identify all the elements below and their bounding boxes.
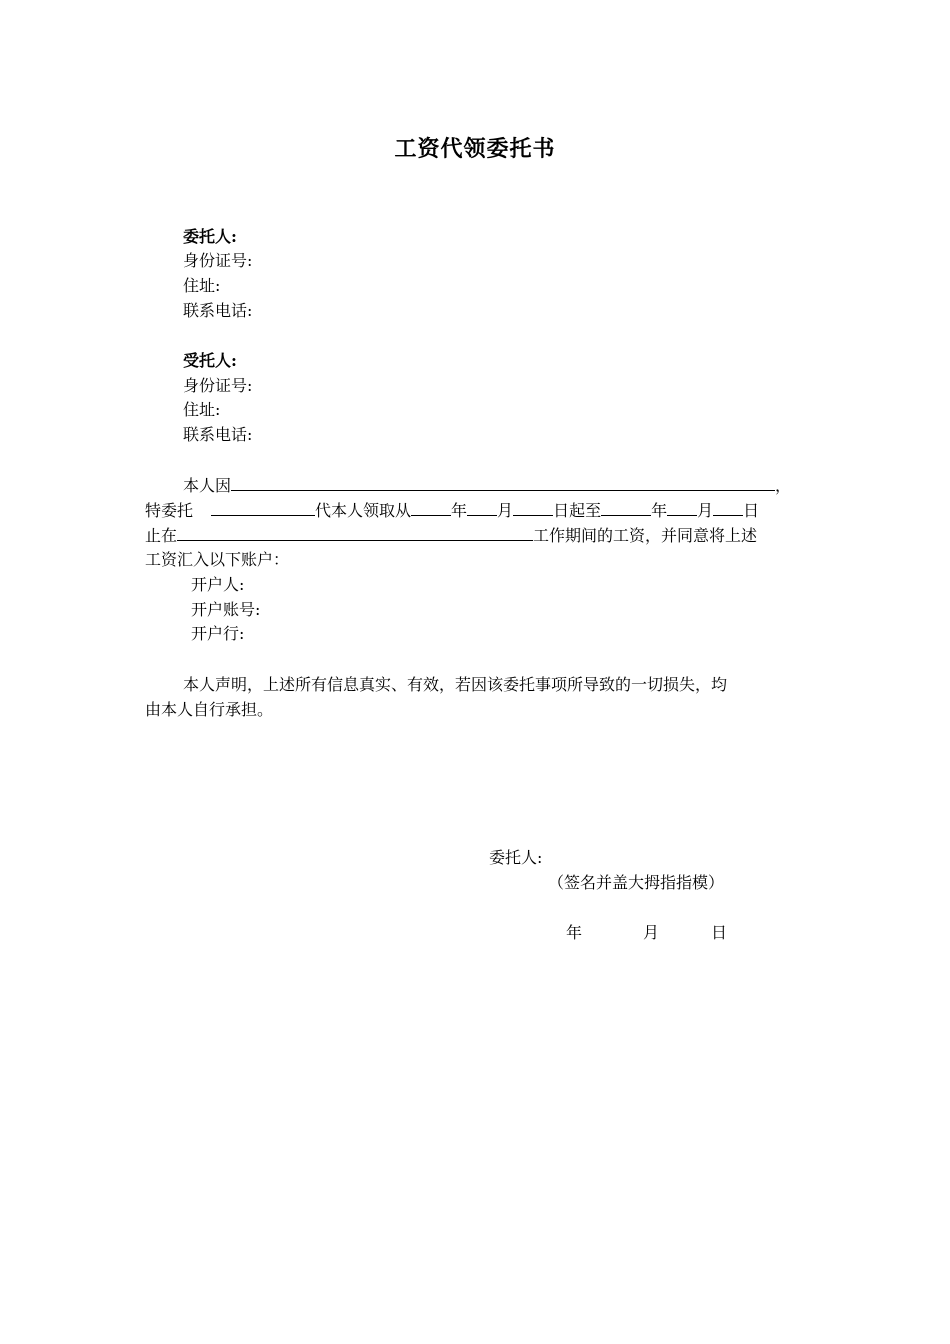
wage-consent-text: 工作期间的工资，并同意将上述 — [533, 526, 758, 545]
date-day-label: 日 — [711, 923, 728, 942]
collect-from-label: 代本人领取从 — [315, 501, 412, 520]
end-day-blank — [713, 498, 743, 516]
comma-text: ， — [775, 476, 792, 495]
date-year-label: 年 — [566, 923, 583, 942]
reason-blank — [231, 473, 775, 491]
entrust-label: 特委托 — [145, 501, 194, 520]
start-year-label: 年 — [451, 501, 468, 520]
principal-phone-label: 联系电话: — [183, 301, 253, 320]
reason-label: 本人因 — [183, 476, 232, 495]
end-day-label: 日 — [743, 501, 760, 520]
declaration-line-2: 由本人自行承担。 — [145, 700, 274, 719]
start-day-blank — [513, 498, 553, 516]
start-month-blank — [467, 498, 497, 516]
signature-label: 委托人: — [489, 848, 543, 867]
account-holder-label: 开户人: — [191, 575, 245, 594]
workplace-label: 止在 — [145, 526, 178, 545]
date-month-label: 月 — [643, 923, 660, 942]
end-month-blank — [667, 498, 697, 516]
end-year-blank — [601, 498, 651, 516]
body-line-2 — [145, 498, 759, 523]
principal-address-label: 住址: — [183, 276, 221, 295]
end-year-label: 年 — [651, 501, 668, 520]
account-bank-label: 开户行: — [191, 624, 245, 643]
end-month-label: 月 — [697, 501, 714, 520]
body-line-4: 工资汇入以下账户： — [145, 550, 290, 569]
body-line-1 — [183, 473, 791, 498]
start-month-label: 月 — [497, 501, 514, 520]
start-day-label: 日起至 — [553, 501, 602, 520]
account-number-label: 开户账号: — [191, 600, 261, 619]
signature-note: （签名并盖大拇指指模） — [548, 873, 725, 892]
agent-id-label: 身份证号: — [183, 376, 253, 395]
start-year-blank — [411, 498, 451, 516]
agent-phone-label: 联系电话: — [183, 425, 253, 444]
agent-address-label: 住址: — [183, 400, 221, 419]
declaration-line-1: 本人声明，上述所有信息真实、有效，若因该委托事项所导致的一切损失，均 — [183, 675, 728, 694]
principal-id-label: 身份证号: — [183, 251, 253, 270]
principal-heading: 委托人: — [183, 227, 237, 246]
body-line-3 — [145, 523, 757, 548]
agent-heading: 受托人: — [183, 351, 237, 370]
document-title: 工资代领委托书 — [394, 136, 556, 162]
agent-name-blank — [211, 498, 315, 516]
workplace-blank — [177, 523, 533, 541]
